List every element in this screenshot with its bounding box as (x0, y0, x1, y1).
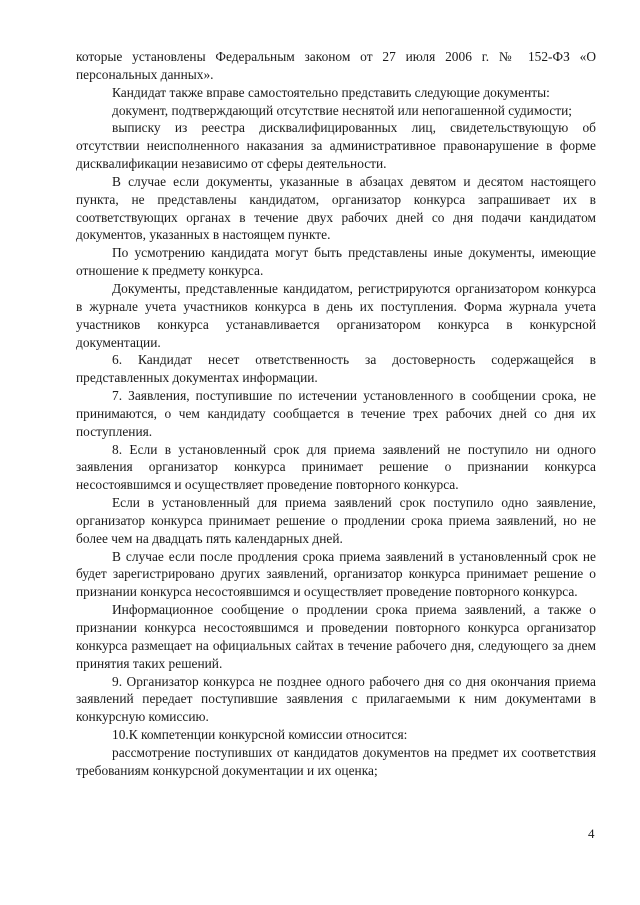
paragraph-4: выписку из реестра дисквалифицированных лиц, свидетельствующую об отсутствии неисполненного наказания за административное правонарушение в форме дисквалификации независимо от сферы деятельности. (76, 120, 596, 172)
paragraph-9: 7. Заявления, поступившие по истечении установленного в сообщении срока, не принимаются, о чем кандидату сообщается в течение трех рабочих дней со дня их поступления. (76, 388, 596, 439)
page-number: 4 (588, 826, 595, 841)
paragraph-14: 9. Организатор конкурса не позднее одного рабочего дня со дня окончания приема заявлений передает поступившие заявления с прилагаемыми к ним документами в конкурсную комиссию. (76, 673, 596, 725)
paragraph-7: Документы, представленные кандидатом, регистрируются организатором конкурса в журнале учета участников конкурса в день их поступления. Форма журнала учета участников конкурса устанавливается организатором конкурса в конкурсной документации. (76, 280, 596, 350)
paragraph-13: Информационное сообщение о продлении срока приема заявлений, а также о признании конкурса несостоявшимся и проведении повторного конкурса организатор конкурса размещает на официальных сайтах в течение рабочего дня, следующего за днем принятия таких решений. (76, 602, 596, 671)
paragraph-16: рассмотрение поступивших от кандидатов документов на предмет их соответствия требованиям конкурсной документации и их оценка; (76, 744, 596, 778)
body-text (76, 48, 596, 780)
paragraph-5: В случае если документы, указанные в абзацах девятом и десятом настоящего пункта, не представлены кандидатом, организатор конкурса запрашивает их в соответствующих органах в течение двух рабочих дней со дня подачи кандидатом документов, указанных в настоящем пункте. (76, 173, 596, 243)
paragraph-12: В случае если после продления срока приема заявлений в установленный срок не будет зарегистрировано других заявлений, организатор конкурса принимает решение о признании конкурса несостоявшимся и осуществляет проведение повторного конкурса. (76, 548, 596, 600)
paragraph-8: 6. Кандидат несет ответственность за достоверность содержащейся в представленных документах информации. (76, 352, 596, 386)
paragraph-3: документ, подтверждающий отсутствие неснятой или непогашенной судимости; (112, 102, 573, 118)
paragraph-10: 8. Если в установленный срок для приема заявлений не поступило ни одного заявления организатор конкурса принимает решение о признании конкурса несостоявшимся и осуществляет проведение повторного конкурса. (76, 441, 596, 493)
paragraph-1: которые установлены Федеральным законом от 27 июля 2006 г. № 152-ФЗ «О персональных данных». (76, 49, 596, 82)
paragraph-15: 10.К компетенции конкурсной комиссии относится: (112, 727, 408, 743)
paragraph-6: По усмотрению кандидата могут быть представлены иные документы, имеющие отношение к предмету конкурса. (76, 245, 596, 279)
paragraph-11: Если в установленный для приема заявлений срок поступило одно заявление, организатор конкурса принимает решение о продлении срока приема заявлений, но не более чем на двадцать пять календарных дней. (76, 495, 596, 546)
paragraph-2: Кандидат также вправе самостоятельно представить следующие документы: (112, 84, 550, 100)
